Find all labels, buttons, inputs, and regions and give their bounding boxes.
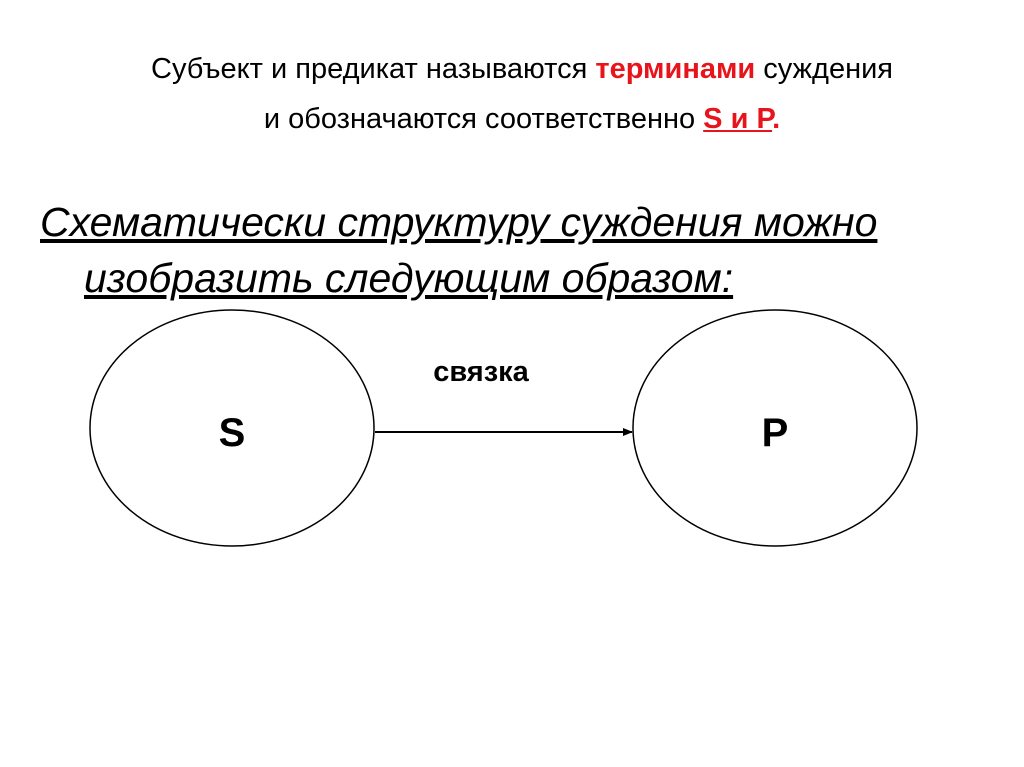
heading-line-2: изобразить следующим образом:	[84, 255, 734, 301]
intro-line-2-before: и обозначаются соответственно	[263, 103, 704, 135]
intro-line-1-after: суждения	[755, 53, 893, 85]
heading-line-1: Схематически структуру суждения можно	[40, 199, 878, 245]
link-label: связка	[433, 356, 529, 388]
s-and-p-highlight: S и P	[703, 103, 773, 135]
intro-line-2-after: .	[772, 103, 781, 135]
subject-label: S	[218, 411, 246, 455]
intro-line-1-before: Субъект и предикат называются	[151, 53, 596, 85]
predicate-label: P	[761, 411, 789, 455]
terms-highlight: терминами	[595, 53, 756, 85]
